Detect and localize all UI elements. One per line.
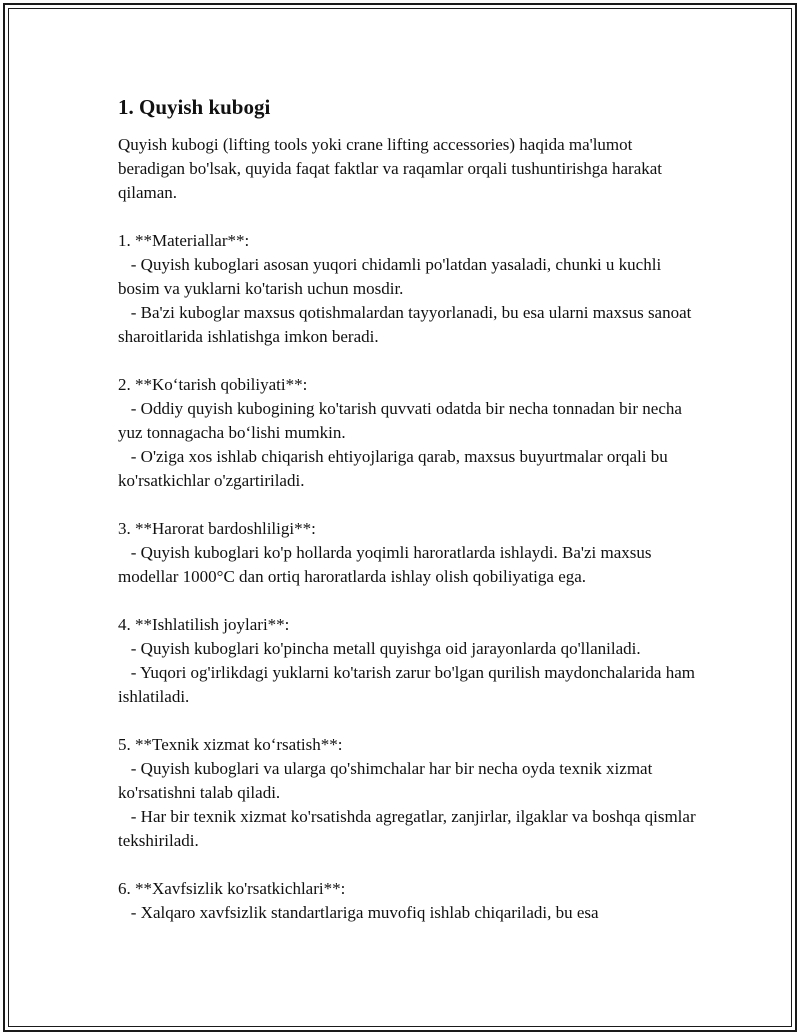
section-item: - Yuqori og'irlikdagi yuklarni ko'tarish zarur bo'lgan qurilish maydonchalarida ham ishlatiladi. (118, 663, 700, 706)
section-item: - Oddiy quyish kubogining ko'tarish quvvati odatda bir necha tonnadan bir necha yuz tonnagacha bo‘lishi mumkin. (118, 399, 687, 442)
document-body (118, 93, 698, 925)
section-heading: 6. **Xavfsizlik ko'rsatkichlari**: (118, 879, 346, 898)
section-heading: 5. **Texnik xizmat ko‘rsatish**: (118, 735, 343, 754)
section-item: - Xalqaro xavfsizlik standartlariga muvofiq ishlab chiqariladi, bu esa (118, 903, 599, 922)
document-title: 1. Quyish kubogi (118, 95, 271, 119)
section-item: - Quyish kuboglari asosan yuqori chidamli po'latdan yasaladi, chunki u kuchli bosim va yuklarni ko'tarish uchun mosdir. (118, 255, 666, 298)
section-kotarish-qobiliyati (118, 373, 698, 493)
section-ishlatilish-joylari (118, 613, 698, 709)
section-harorat-bardoshliligi (118, 517, 698, 589)
section-item: - Har bir texnik xizmat ko'rsatishda agregatlar, zanjirlar, ilgaklar va boshqa qismlar tekshiriladi. (118, 807, 700, 850)
intro-paragraph: Quyish kubogi (lifting tools yoki crane lifting accessories) haqida ma'lumot beradigan bo'lsak, quyida faqat faktlar va raqamlar orqali tushuntirishga harakat qilaman. (118, 135, 667, 202)
section-item: - Quyish kuboglari ko'pincha metall quyishga oid jarayonlarda qo'llaniladi. (118, 639, 641, 658)
section-texnik-xizmat (118, 733, 698, 853)
section-heading: 3. **Harorat bardoshliligi**: (118, 519, 316, 538)
section-item: - Ba'zi kuboglar maxsus qotishmalardan tayyorlanadi, bu esa ularni maxsus sanoat sharoitlarida ishlatishga imkon beradi. (118, 303, 696, 346)
section-heading: 2. **Ko‘tarish qobiliyati**: (118, 375, 308, 394)
section-heading: 1. **Materiallar**: (118, 231, 250, 250)
section-materiallar (118, 229, 698, 349)
section-item: - Quyish kuboglari va ularga qo'shimchalar har bir necha oyda texnik xizmat ko'rsatishni talab qiladi. (118, 759, 657, 802)
section-xavfsizlik (118, 877, 698, 925)
section-item: - O'ziga xos ishlab chiqarish ehtiyojlariga qarab, maxsus buyurtmalar orqali bu ko'rsatkichlar o'zgartiriladi. (118, 447, 673, 490)
section-heading: 4. **Ishlatilish joylari**: (118, 615, 290, 634)
section-item: - Quyish kuboglari ko'p hollarda yoqimli haroratlarda ishlaydi. Ba'zi maxsus modellar 1000°C dan ortiq haroratlarda ishlay olish qobiliyatiga ega. (118, 543, 656, 586)
